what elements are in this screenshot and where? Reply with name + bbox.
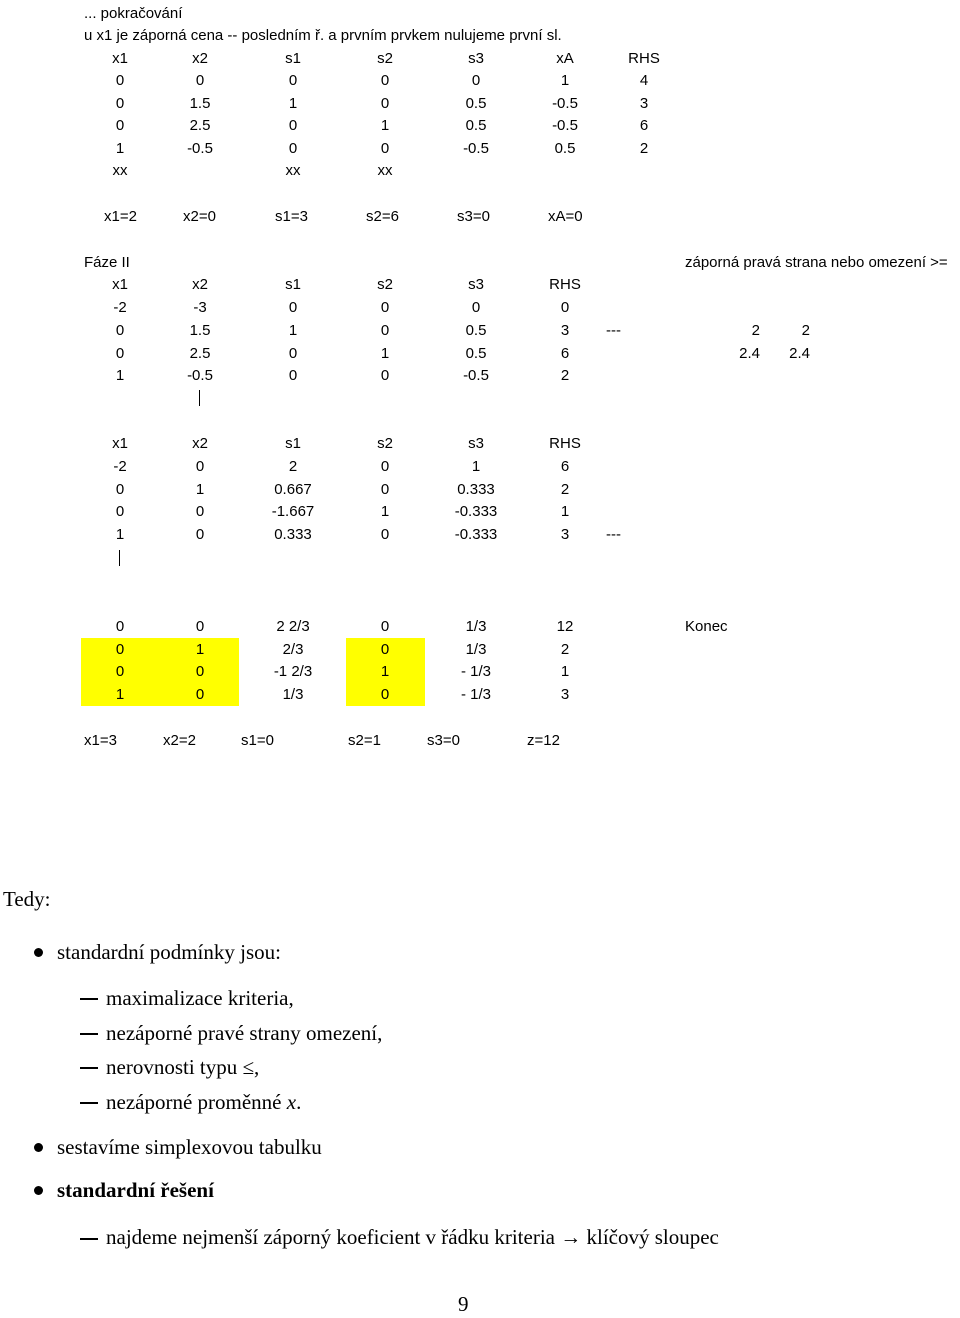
t2-ratio-mark: --- <box>606 322 621 339</box>
subitem <box>106 1088 301 1116</box>
t2-cell: 0 <box>115 322 125 339</box>
t3-cell: 0.333 <box>457 481 495 498</box>
t3-header: x2 <box>192 435 208 452</box>
t3-header: s2 <box>377 435 393 452</box>
t2-cell: 0 <box>288 367 298 384</box>
sol2-value: s3=0 <box>427 732 460 749</box>
t2-cell: 1.5 <box>189 322 211 339</box>
t4-cell: 0 <box>115 618 125 635</box>
t1-cell: -0.5 <box>463 140 489 157</box>
t1-mark: xx <box>285 162 301 179</box>
t2-cell: -0.5 <box>187 367 213 384</box>
t1-cell: 0 <box>288 117 298 134</box>
math-var-x: x <box>286 1090 297 1114</box>
t2-cell: 1 <box>115 367 125 384</box>
t1-header: s3 <box>468 50 484 67</box>
t1-header: RHS <box>628 50 660 67</box>
t2-header: s1 <box>285 276 301 293</box>
t3-header: x1 <box>112 435 128 452</box>
sol2-value: s2=1 <box>348 732 381 749</box>
t4-cell: 1/3 <box>465 618 487 635</box>
t1-header: s1 <box>285 50 301 67</box>
sol1-value: x1=2 <box>104 208 137 225</box>
t3-cell: 1 <box>115 526 125 543</box>
t2-cell: 1 <box>288 322 298 339</box>
t1-cell: 0 <box>195 72 205 89</box>
t2-header: s3 <box>468 276 484 293</box>
t1-cell: 1 <box>288 95 298 112</box>
t1-header: x1 <box>112 50 128 67</box>
t1-header: s2 <box>377 50 393 67</box>
t3-cell: 3 <box>560 526 570 543</box>
sol1-value: s3=0 <box>457 208 490 225</box>
page-number: 9 <box>458 1292 469 1316</box>
phase-2-note: záporná pravá strana nebo omezení >= <box>685 254 948 271</box>
t2-cell: 0 <box>560 299 570 316</box>
t3-header: s1 <box>285 435 301 452</box>
t2-cell: 1 <box>380 345 390 362</box>
t1-cell: 1 <box>560 72 570 89</box>
subitem-text: nezáporné proměnné <box>106 1090 287 1114</box>
t1-cell: 0 <box>288 140 298 157</box>
header-line-1: ... pokračování <box>84 5 183 22</box>
bullet-icon <box>34 1186 43 1195</box>
t1-cell: 0 <box>115 117 125 134</box>
t3-cell: -0.333 <box>454 526 498 543</box>
t2-cell: 0.5 <box>465 345 487 362</box>
bullet-icon <box>34 1143 43 1152</box>
t2-ratio: 2 <box>751 322 760 339</box>
t4-cell: 12 <box>556 618 574 635</box>
t3-cell: 0 <box>195 503 205 520</box>
t1-cell: 0 <box>380 72 390 89</box>
t2-cell: 0 <box>380 367 390 384</box>
t2-cell: 0 <box>471 299 481 316</box>
t4-cell: 0 <box>115 663 125 680</box>
t3-header: s3 <box>468 435 484 452</box>
t1-cell: -0.5 <box>187 140 213 157</box>
t1-cell: 0.5 <box>465 117 487 134</box>
t1-cell: 1.5 <box>189 95 211 112</box>
sol2-value: x1=3 <box>84 732 117 749</box>
t1-cell: 4 <box>639 72 649 89</box>
subitem-end: . <box>296 1090 302 1114</box>
t3-cell: 1 <box>560 503 570 520</box>
subitem: najdeme nejmenší záporný koeficient v řádku kriteria → klíčový sloupec <box>106 1225 719 1249</box>
bullet-1: standardní podmínky jsou: <box>57 940 281 964</box>
t2-cell: 0 <box>380 322 390 339</box>
sol1-value: xA=0 <box>548 208 583 225</box>
t3-cell: 0 <box>195 458 205 475</box>
t1-cell: -0.5 <box>552 95 578 112</box>
t1-cell: 1 <box>115 140 125 157</box>
sol2-value: s1=0 <box>241 732 274 749</box>
t3-cell: -1.667 <box>271 503 315 520</box>
t2-cell: 3 <box>560 322 570 339</box>
subitem: nerovnosti typu ≤, <box>106 1055 260 1079</box>
t4-cell: 0 <box>380 641 390 658</box>
t3-cell: 0.333 <box>274 526 312 543</box>
tedy-heading: Tedy: <box>3 887 51 911</box>
t3-cell: 0 <box>380 458 390 475</box>
t3-cell: 0 <box>115 503 125 520</box>
text-cursor-icon <box>199 390 200 406</box>
t1-mark: xx <box>112 162 128 179</box>
bullet-2: sestavíme simplexovou tabulku <box>57 1135 322 1159</box>
t3-cell: 2 <box>560 481 570 498</box>
t3-cell: -0.333 <box>454 503 498 520</box>
t2-ratio: 2.4 <box>789 345 810 362</box>
t2-cell: 0.5 <box>465 322 487 339</box>
t3-cell: 2 <box>288 458 298 475</box>
bullet-3: standardní řešení <box>57 1178 214 1202</box>
subitem: maximalizace kriteria, <box>106 986 294 1010</box>
t1-cell: 1 <box>380 117 390 134</box>
t3-cell: 0 <box>115 481 125 498</box>
t4-cell: 0 <box>380 618 390 635</box>
t4-cell: 3 <box>560 686 570 703</box>
t3-header: RHS <box>549 435 581 452</box>
t3-cell: -2 <box>113 458 127 475</box>
t4-cell: 1/3 <box>282 686 304 703</box>
t3-cell: 0 <box>380 481 390 498</box>
dash-icon <box>80 1033 98 1035</box>
bullet-icon <box>34 948 43 957</box>
dash-icon <box>80 1102 98 1104</box>
t3-cell: 1 <box>380 503 390 520</box>
t1-cell: 0.5 <box>465 95 487 112</box>
sol2-value: z=12 <box>527 732 560 749</box>
end-label: Konec <box>685 618 728 635</box>
t1-cell: 0 <box>380 140 390 157</box>
t2-header: s2 <box>377 276 393 293</box>
t2-ratio: 2 <box>801 322 810 339</box>
t1-cell: 6 <box>639 117 649 134</box>
t1-cell: -0.5 <box>552 117 578 134</box>
t1-cell: 2 <box>639 140 649 157</box>
t1-cell: 0 <box>471 72 481 89</box>
t4-cell: -1 2/3 <box>273 663 313 680</box>
t2-cell: 0 <box>288 345 298 362</box>
t3-cell: 1 <box>195 481 205 498</box>
subitem: nezáporné pravé strany omezení, <box>106 1021 383 1045</box>
t2-header: RHS <box>549 276 581 293</box>
t4-cell: 0 <box>380 686 390 703</box>
t4-cell: - 1/3 <box>460 663 491 680</box>
t3-cell: 0 <box>380 526 390 543</box>
t4-cell: 1 <box>380 663 390 680</box>
t4-cell: - 1/3 <box>460 686 491 703</box>
t4-cell: 2 2/3 <box>276 618 310 635</box>
sol1-value: s2=6 <box>366 208 399 225</box>
t4-cell: 0 <box>195 618 205 635</box>
header-line-2: u x1 je záporná cena -- posledním ř. a prvním prvkem nulujeme první sl. <box>84 27 562 44</box>
sol2-value: x2=2 <box>163 732 196 749</box>
t2-cell: -0.5 <box>463 367 489 384</box>
t2-cell: -2 <box>113 299 127 316</box>
sol1-value: x2=0 <box>183 208 216 225</box>
t3-ratio-mark: --- <box>606 526 621 543</box>
t1-cell: 0 <box>288 72 298 89</box>
t1-cell: 3 <box>639 95 649 112</box>
t4-cell: 1 <box>115 686 125 703</box>
t2-header: x1 <box>112 276 128 293</box>
t1-cell: 0 <box>115 95 125 112</box>
t1-cell: 0 <box>380 95 390 112</box>
t1-mark: xx <box>377 162 393 179</box>
t4-cell: 1 <box>195 641 205 658</box>
t1-cell: 2.5 <box>189 117 211 134</box>
t3-cell: 6 <box>560 458 570 475</box>
t3-cell: 0 <box>195 526 205 543</box>
t1-cell: 0.5 <box>554 140 576 157</box>
t3-cell: 1 <box>471 458 481 475</box>
phase-2-label: Fáze II <box>84 254 130 271</box>
t4-cell: 2 <box>560 641 570 658</box>
dash-icon <box>80 1067 98 1069</box>
t2-cell: 6 <box>560 345 570 362</box>
t2-cell: 0 <box>115 345 125 362</box>
t2-cell: -3 <box>193 299 207 316</box>
t2-cell: 0 <box>380 299 390 316</box>
t4-cell: 0 <box>195 686 205 703</box>
t4-cell: 2/3 <box>282 641 304 658</box>
t4-cell: 0 <box>195 663 205 680</box>
sol1-value: s1=3 <box>275 208 308 225</box>
text-cursor-icon <box>119 550 120 566</box>
t2-header: x2 <box>192 276 208 293</box>
t3-cell: 0.667 <box>274 481 312 498</box>
t2-ratio: 2.4 <box>739 345 760 362</box>
t2-cell: 2.5 <box>189 345 211 362</box>
t1-header: x2 <box>192 50 208 67</box>
t4-cell: 0 <box>115 641 125 658</box>
dash-icon <box>80 998 98 1000</box>
t1-header: xA <box>556 50 574 67</box>
t1-cell: 0 <box>115 72 125 89</box>
t4-cell: 1/3 <box>465 641 487 658</box>
t2-cell: 0 <box>288 299 298 316</box>
t4-cell: 1 <box>560 663 570 680</box>
t2-cell: 2 <box>560 367 570 384</box>
dash-icon <box>80 1238 98 1240</box>
